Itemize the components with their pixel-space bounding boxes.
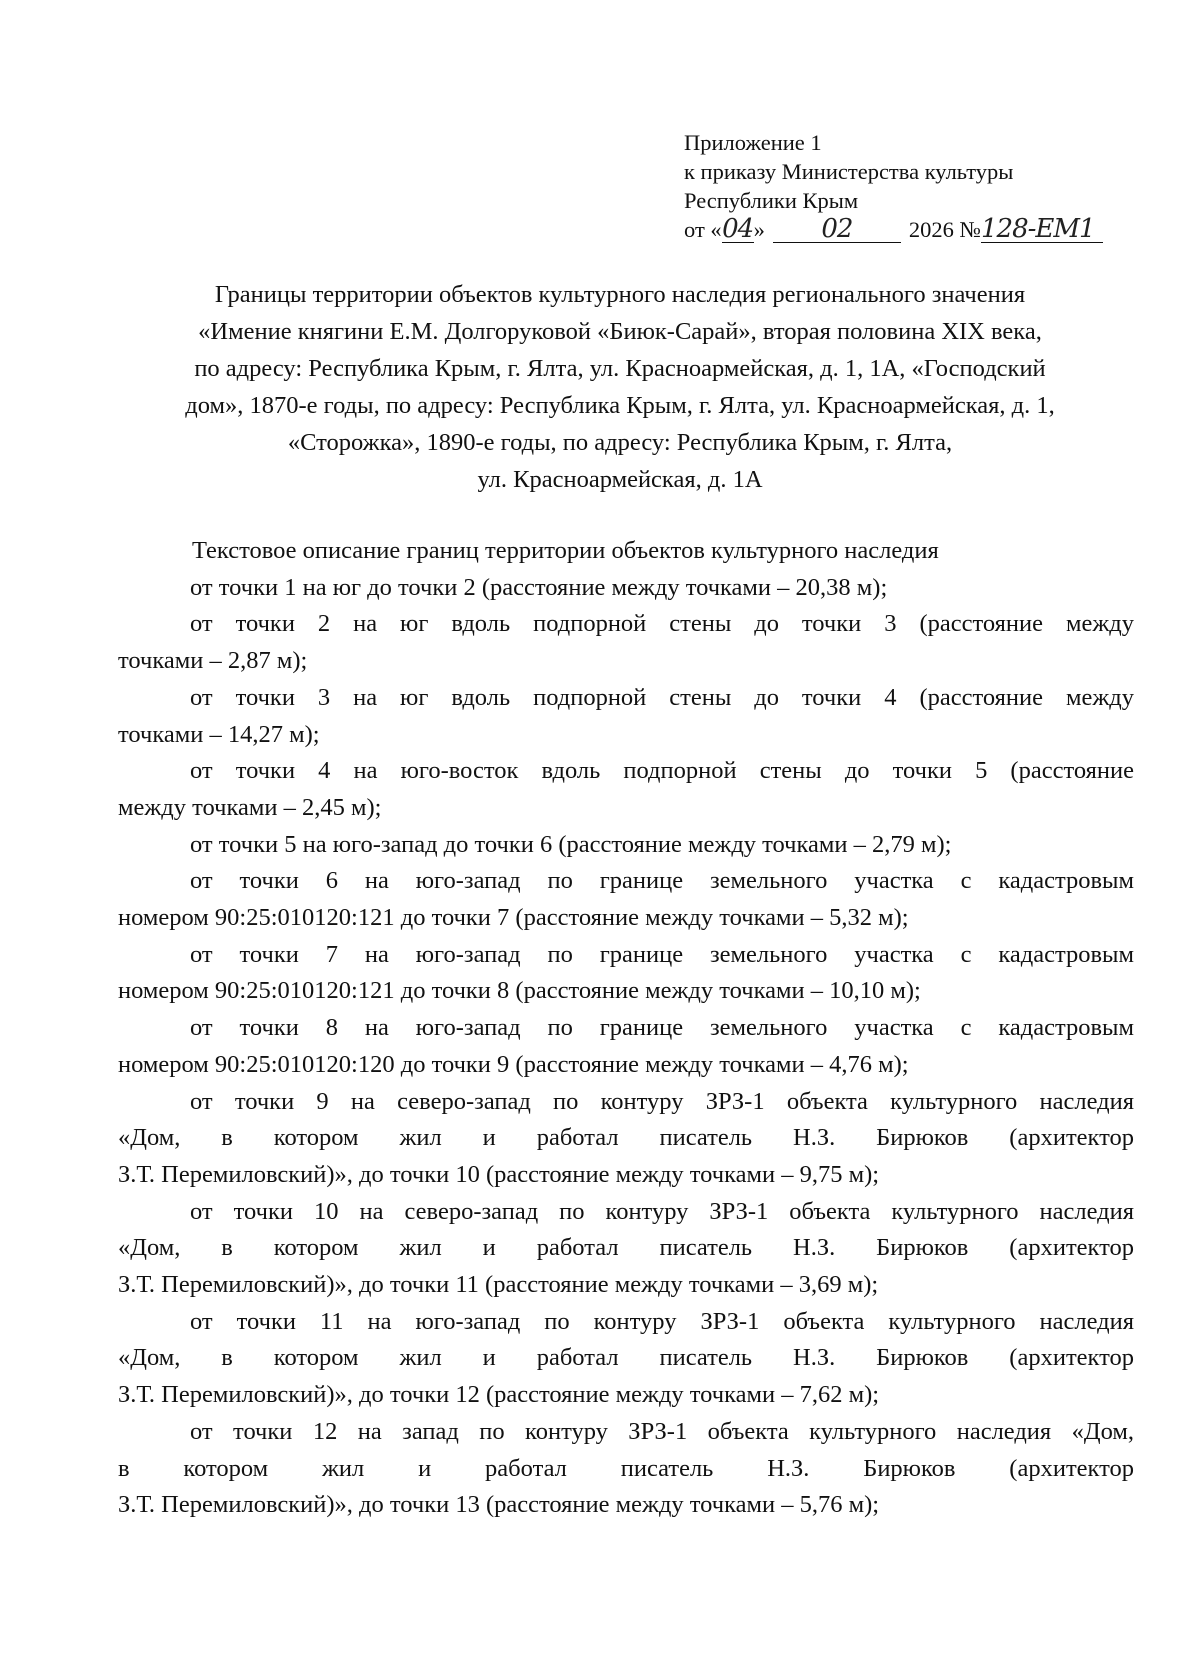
paragraph-line: номером 90:25:010120:121 до точки 8 (расстояние между точками – 10,10 м); — [118, 977, 921, 1005]
paragraph-line: от точки 11 на юго-запад по контуру ЗРЗ-1 объекта культурного наследия — [190, 1307, 1134, 1335]
date-day-close: » — [753, 217, 765, 242]
appendix-header — [684, 128, 1154, 244]
boundary-paragraph — [118, 570, 1134, 607]
paragraph-line: от точки 10 на северо-запад по контуру ЗРЗ-1 объекта культурного наследия — [190, 1197, 1134, 1225]
title-line: ул. Красноармейская, д. 1А — [477, 466, 763, 493]
boundary-paragraph — [118, 680, 1134, 753]
boundary-paragraph — [118, 863, 1134, 936]
boundary-paragraph — [118, 937, 1134, 1010]
boundary-paragraph — [118, 606, 1134, 679]
title-line: дом», 1870-е годы, по адресу: Республика Крым, г. Ялта, ул. Красноармейская, д. 1, — [185, 392, 1055, 419]
date-day-field — [722, 214, 754, 244]
number-label: № — [959, 217, 982, 242]
paragraph-line: З.Т. Перемиловский)», до точки 13 (расстояние между точками – 5,76 м); — [118, 1491, 880, 1519]
paragraph-line: З.Т. Перемиловский)», до точки 10 (расстояние между точками – 9,75 м); — [118, 1160, 880, 1188]
handwritten-month: 02 — [821, 214, 853, 244]
date-year: 2026 — [908, 217, 954, 242]
paragraph-line: от точки 2 на юг вдоль подпорной стены до точки 3 (расстояние между — [190, 610, 1134, 638]
appendix-ministry: Республики Крым — [684, 188, 859, 213]
paragraph-line: от точки 8 на юго-запад по границе земельного участка с кадастровым — [190, 1014, 1134, 1042]
paragraph-line: от точки 7 на юго-запад по границе земельного участка с кадастровым — [190, 940, 1134, 968]
boundary-paragraph — [118, 753, 1134, 826]
boundary-paragraph — [118, 1304, 1134, 1414]
date-month-field — [773, 214, 901, 244]
date-prefix: от « — [684, 217, 722, 242]
handwritten-day: 04 — [722, 214, 754, 244]
boundary-paragraph — [118, 1414, 1134, 1524]
paragraph-line: З.Т. Перемиловский)», до точки 11 (расстояние между точками – 3,69 м); — [118, 1271, 879, 1299]
paragraph-line: «Дом, в котором жил и работал писатель Н.З. Бирюков (архитектор — [118, 1234, 1134, 1262]
order-number-field — [981, 214, 1103, 244]
paragraph-line: в котором жил и работал писатель Н.З. Бирюков (архитектор — [118, 1454, 1134, 1482]
title-line: «Сторожка», 1890-е годы, по адресу: Республика Крым, г. Ялта, — [287, 429, 953, 456]
section-heading: Текстовое описание границ территории объектов культурного наследия — [192, 537, 939, 564]
appendix-title: Приложение 1 — [684, 130, 822, 155]
paragraph-line: номером 90:25:010120:121 до точки 7 (расстояние между точками – 5,32 м); — [118, 904, 909, 932]
boundary-paragraph — [118, 827, 1134, 864]
boundary-paragraph — [118, 1010, 1134, 1083]
handwritten-order-number: 128-ЕМ1 — [981, 214, 1095, 244]
appendix-order-ref: к приказу Министерства культуры — [684, 159, 1014, 184]
paragraph-line: З.Т. Перемиловский)», до точки 12 (расстояние между точками – 7,62 м); — [118, 1381, 880, 1409]
paragraph-line: от точки 4 на юго-восток вдоль подпорной стены до точки 5 (расстояние — [190, 757, 1134, 785]
paragraph-line: номером 90:25:010120:120 до точки 9 (расстояние между точками – 4,76 м); — [118, 1050, 909, 1078]
boundary-paragraph — [118, 1194, 1134, 1304]
paragraph-line: от точки 1 на юг до точки 2 (расстояние между точками – 20,38 м); — [190, 573, 888, 601]
title-line: по адресу: Республика Крым, г. Ялта, ул. Красноармейская, д. 1, 1А, «Господский — [194, 355, 1046, 382]
paragraph-line: между точками – 2,45 м); — [118, 793, 382, 821]
document-body — [118, 533, 1134, 1524]
paragraph-line: точками – 2,87 м); — [118, 647, 308, 675]
paragraph-line: точками – 14,27 м); — [118, 720, 320, 748]
appendix-date-number-line — [684, 215, 1154, 244]
paragraph-line: от точки 5 на юго-запад до точки 6 (расстояние между точками – 2,79 м); — [190, 830, 952, 858]
paragraph-line: от точки 12 на запад по контуру ЗРЗ-1 объекта культурного наследия «Дом, — [190, 1417, 1134, 1445]
title-line: Границы территории объектов культурного наследия регионального значения — [214, 281, 1026, 308]
paragraph-line: «Дом, в котором жил и работал писатель Н.З. Бирюков (архитектор — [118, 1344, 1134, 1372]
boundary-paragraph — [118, 1084, 1134, 1194]
paragraph-line: от точки 9 на северо-запад по контуру ЗРЗ-1 объекта культурного наследия — [190, 1087, 1134, 1115]
paragraph-line: от точки 3 на юг вдоль подпорной стены до точки 4 (расстояние между — [190, 683, 1134, 711]
paragraph-line: «Дом, в котором жил и работал писатель Н.З. Бирюков (архитектор — [118, 1124, 1134, 1152]
title-line: «Имение княгини Е.М. Долгоруковой «Биюк-Сарай», вторая половина XIX века, — [198, 318, 1042, 345]
document-title — [100, 276, 1140, 498]
paragraph-line: от точки 6 на юго-запад по границе земельного участка с кадастровым — [190, 867, 1134, 895]
